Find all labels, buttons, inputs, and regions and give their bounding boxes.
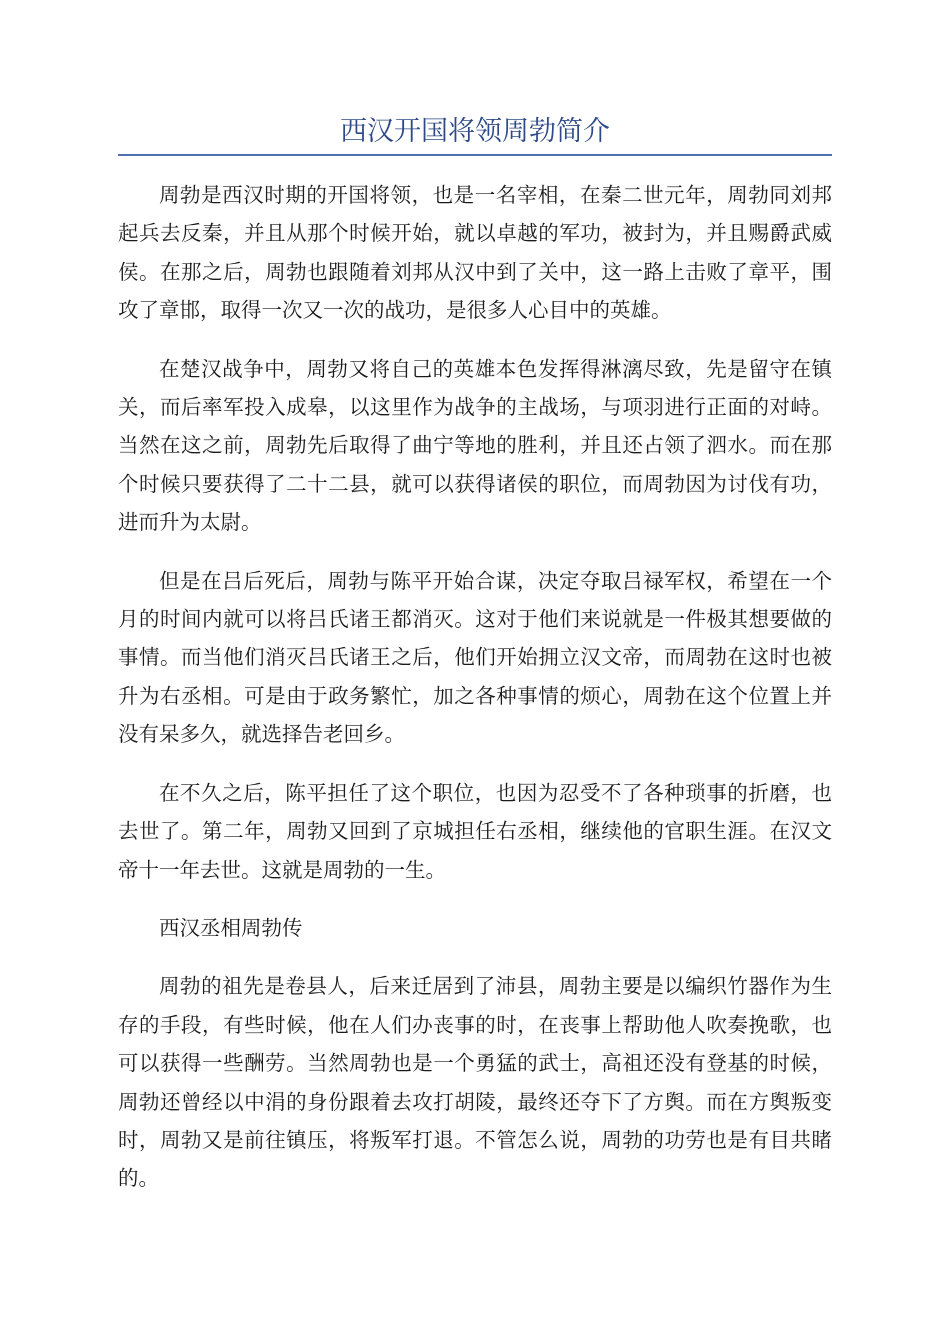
document-body xyxy=(118,176,832,1198)
document-title: 西汉开国将领周勃简介 xyxy=(340,116,610,147)
paragraph-3: 但是在吕后死后，周勃与陈平开始合谋，决定夺取吕禄军权，希望在一个月的时间内就可以将吕氏诸王都消灭。这对于他们来说就是一件极其想要做的事情。而当他们消灭吕氏诸王之后，他们开始拥立汉文帝，而周勃在这时也被升为右丞相。可是由于政务繁忙，加之各种事情的烦心，周勃在这个位置上并没有呆多久，就选择告老回乡。 xyxy=(118,568,832,747)
paragraph-4: 在不久之后，陈平担任了这个职位，也因为忍受不了各种琐事的折磨，也去世了。第二年，周勃又回到了京城担任右丞相，继续他的官职生涯。在汉文帝十一年去世。这就是周勃的一生。 xyxy=(118,780,832,882)
title-underline xyxy=(118,154,832,156)
paragraph-1: 周勃是西汉时期的开国将领，也是一名宰相，在秦二世元年，周勃同刘邦起兵去反秦，并且从那个时候开始，就以卓越的军功，被封为，并且赐爵武威侯。在那之后，周勃也跟随着刘邦从汉中到了关中，这一路上击败了章平，围攻了章邯，取得一次又一次的战功，是很多人心目中的英雄。 xyxy=(118,183,832,323)
paragraph-5: 周勃的祖先是卷县人，后来迁居到了沛县，周勃主要是以编织竹器作为生存的手段，有些时候，他在人们办丧事的时，在丧事上帮助他人吹奏挽歌，也可以获得一些酬劳。当然周勃也是一个勇猛的武士，高祖还没有登基的时候，周勃还曾经以中涓的身份跟着去攻打胡陵，最终还夺下了方舆。而在方舆叛变时，周勃又是前往镇压，将叛军打退。不管怎么说，周勃的功劳也是有目共睹的。 xyxy=(118,974,832,1191)
section-heading: 西汉丞相周勃传 xyxy=(159,915,303,940)
paragraph-2: 在楚汉战争中，周勃又将自己的英雄本色发挥得淋漓尽致，先是留守在镇关，而后率军投入成皋，以这里作为战争的主战场，与项羽进行正面的对峙。当然在这之前，周勃先后取得了曲宁等地的胜利，并且还占领了泗水。而在那个时候只要获得了二十二县，就可以获得诸侯的职位，而周勃因为讨伐有功，进而升为太尉。 xyxy=(118,356,832,535)
